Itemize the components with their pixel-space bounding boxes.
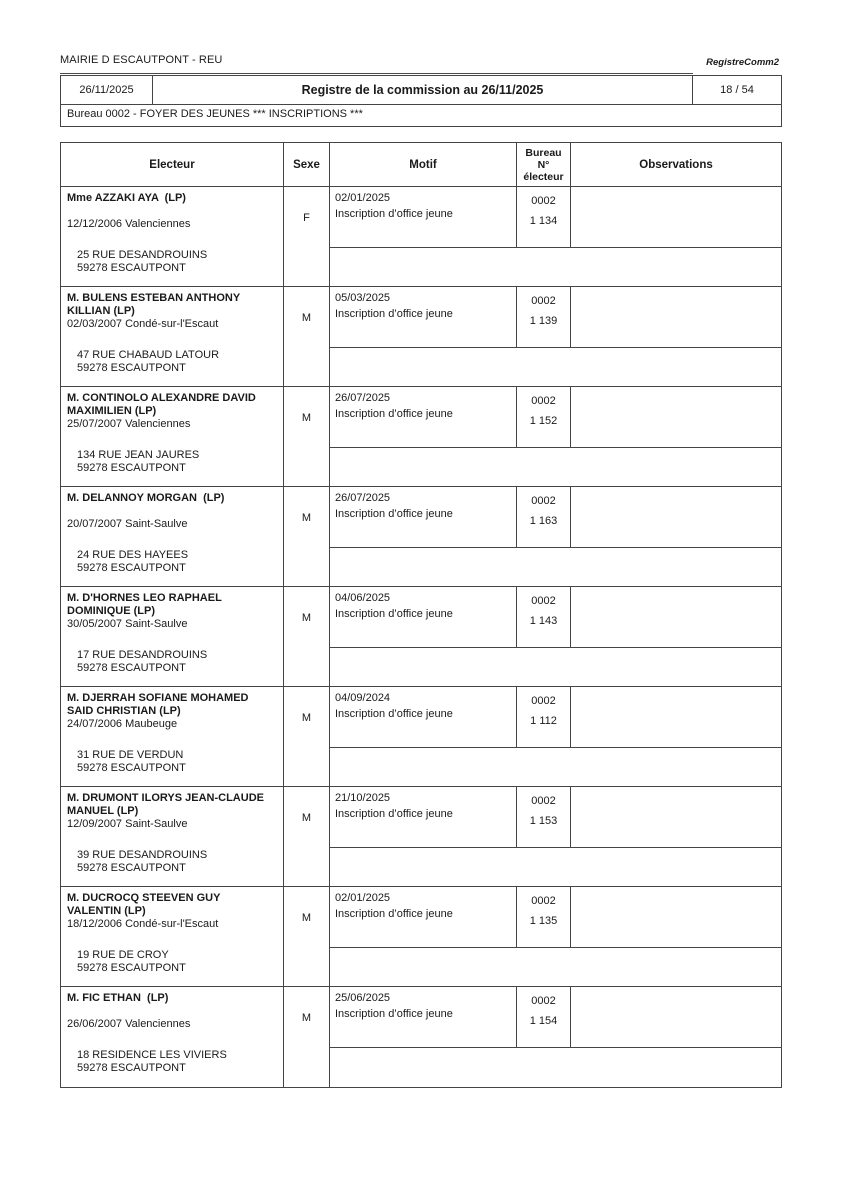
elector-address-line1: 31 RUE DE VERDUN bbox=[77, 749, 184, 761]
detail-subrow bbox=[330, 287, 781, 348]
elector-number: 1 152 bbox=[529, 415, 558, 427]
table-row bbox=[61, 187, 781, 287]
elector-cell bbox=[61, 387, 284, 486]
table-row bbox=[61, 687, 781, 787]
column-header-bureau-numero-electeur bbox=[517, 143, 571, 186]
elector-birthdate-place: 02/03/2007 Condé-sur-l'Escaut bbox=[67, 318, 219, 330]
motif-date: 05/03/2025 bbox=[335, 292, 391, 304]
elector-name: M. DJERRAH SOFIANE MOHAMED SAID CHRISTIAN (LP) bbox=[67, 692, 252, 717]
detail-empty-area bbox=[330, 448, 781, 486]
motif-cell bbox=[330, 787, 517, 847]
detail-subrow bbox=[330, 487, 781, 548]
sexe-cell bbox=[284, 387, 330, 486]
elector-cell bbox=[61, 587, 284, 686]
detail-cells bbox=[330, 287, 781, 386]
observations-cell bbox=[571, 687, 781, 747]
elector-cell bbox=[61, 687, 284, 786]
elector-address-line2: 59278 ESCAUTPONT bbox=[77, 362, 186, 374]
motif-date: 21/10/2025 bbox=[335, 792, 391, 804]
elector-birthdate-place: 18/12/2006 Condé-sur-l'Escaut bbox=[67, 918, 219, 930]
motif-label: Inscription d’office jeune bbox=[335, 908, 453, 920]
bureau-number: 0002 bbox=[531, 295, 556, 307]
column-header-motif: Motif bbox=[330, 143, 517, 186]
motif-cell bbox=[330, 487, 517, 547]
bureau-number: 0002 bbox=[531, 495, 556, 507]
table-header-row bbox=[61, 143, 781, 187]
sexe-value: F bbox=[303, 211, 310, 224]
observations-cell bbox=[571, 787, 781, 847]
detail-empty-area bbox=[330, 848, 781, 886]
column-header-electeur: Electeur bbox=[61, 143, 284, 186]
detail-cells bbox=[330, 187, 781, 286]
document-title: Registre de la commission au 26/11/2025 bbox=[153, 76, 693, 104]
sexe-cell bbox=[284, 687, 330, 786]
observations-cell bbox=[571, 287, 781, 347]
elector-address-line2: 59278 ESCAUTPONT bbox=[77, 762, 186, 774]
detail-empty-area bbox=[330, 548, 781, 586]
sexe-value: M bbox=[301, 1011, 312, 1024]
detail-empty-area bbox=[330, 648, 781, 686]
bureau-numero-cell bbox=[517, 187, 571, 247]
motif-label: Inscription d’office jeune bbox=[335, 808, 453, 820]
bureau-number: 0002 bbox=[531, 595, 556, 607]
motif-cell bbox=[330, 587, 517, 647]
elector-address-line2: 59278 ESCAUTPONT bbox=[77, 262, 186, 274]
elector-address bbox=[67, 949, 277, 975]
detail-empty-area bbox=[330, 348, 781, 386]
table-body bbox=[61, 187, 781, 1087]
elector-cell bbox=[61, 787, 284, 886]
detail-cells bbox=[330, 487, 781, 586]
elector-name: M. FIC ETHAN (LP) bbox=[67, 992, 169, 1004]
elector-address-line2: 59278 ESCAUTPONT bbox=[77, 1062, 186, 1074]
elector-number: 1 134 bbox=[529, 215, 558, 227]
bureau-number: 0002 bbox=[531, 195, 556, 207]
detail-subrow bbox=[330, 887, 781, 948]
motif-label: Inscription d’office jeune bbox=[335, 508, 453, 520]
detail-cells bbox=[330, 887, 781, 986]
bureau-number: 0002 bbox=[531, 995, 556, 1007]
sexe-value: M bbox=[301, 711, 312, 724]
elector-address-line2: 59278 ESCAUTPONT bbox=[77, 862, 186, 874]
column-header-observations: Observations bbox=[639, 158, 713, 171]
detail-subrow bbox=[330, 587, 781, 648]
sexe-cell bbox=[284, 887, 330, 986]
detail-empty-area bbox=[330, 1048, 781, 1087]
elector-name: M. DELANNOY MORGAN (LP) bbox=[67, 492, 225, 504]
sexe-cell bbox=[284, 987, 330, 1087]
elector-number: 1 139 bbox=[529, 315, 558, 327]
sexe-value: M bbox=[301, 611, 312, 624]
elector-name: M. BULENS ESTEBAN ANTHONY KILLIAN (LP) bbox=[67, 292, 244, 317]
elector-number: 1 112 bbox=[530, 715, 557, 727]
detail-empty-area bbox=[330, 248, 781, 286]
sexe-value: M bbox=[301, 911, 312, 924]
elector-address-line1: 17 RUE DESANDROUINS bbox=[77, 649, 208, 661]
page-number: 18 / 54 bbox=[720, 84, 754, 96]
motif-label: Inscription d’office jeune bbox=[335, 408, 453, 420]
detail-subrow bbox=[330, 387, 781, 448]
elector-name: M. DRUMONT ILORYS JEAN-CLAUDE MANUEL (LP) bbox=[67, 792, 268, 817]
observations-cell bbox=[571, 387, 781, 447]
elector-birthdate-place: 12/09/2007 Saint-Saulve bbox=[67, 818, 188, 830]
motif-date: 04/09/2024 bbox=[335, 692, 391, 704]
observations-cell bbox=[571, 987, 781, 1047]
elector-address bbox=[67, 1049, 277, 1075]
elector-address-line1: 134 RUE JEAN JAURES bbox=[77, 449, 200, 461]
elector-address bbox=[67, 449, 277, 475]
elector-birthdate-place: 12/12/2006 Valenciennes bbox=[67, 218, 191, 230]
elector-address bbox=[67, 649, 277, 675]
detail-subrow bbox=[330, 187, 781, 248]
motif-date: 26/07/2025 bbox=[335, 392, 391, 404]
document-header-bar bbox=[60, 75, 782, 105]
elector-address-line2: 59278 ESCAUTPONT bbox=[77, 562, 186, 574]
report-reference: RegistreComm2 bbox=[706, 57, 779, 68]
elector-cell bbox=[61, 987, 284, 1087]
bureau-numero-cell bbox=[517, 387, 571, 447]
detail-empty-area bbox=[330, 948, 781, 986]
elector-address-line2: 59278 ESCAUTPONT bbox=[77, 662, 186, 674]
observations-cell bbox=[571, 487, 781, 547]
table-row bbox=[61, 387, 781, 487]
elector-birthdate-place: 24/07/2006 Maubeuge bbox=[67, 718, 178, 730]
sexe-value: M bbox=[301, 311, 312, 324]
table-row bbox=[61, 787, 781, 887]
table-row bbox=[61, 887, 781, 987]
elector-cell bbox=[61, 887, 284, 986]
motif-label: Inscription d’office jeune bbox=[335, 208, 453, 220]
elector-cell bbox=[61, 187, 284, 286]
observations-cell bbox=[571, 887, 781, 947]
elector-address-line1: 39 RUE DESANDROUINS bbox=[77, 849, 208, 861]
elector-address bbox=[67, 349, 277, 375]
observations-cell bbox=[571, 587, 781, 647]
table-row bbox=[61, 287, 781, 387]
sexe-cell bbox=[284, 587, 330, 686]
elector-birthdate-place: 25/07/2007 Valenciennes bbox=[67, 418, 191, 430]
detail-empty-area bbox=[330, 748, 781, 786]
elector-address bbox=[67, 549, 277, 575]
bureau-numero-cell bbox=[517, 587, 571, 647]
elector-address-line1: 24 RUE DES HAYEES bbox=[77, 549, 189, 561]
detail-cells bbox=[330, 787, 781, 886]
sexe-value: M bbox=[301, 411, 312, 424]
motif-cell bbox=[330, 287, 517, 347]
registry-table bbox=[60, 142, 782, 1088]
elector-number: 1 153 bbox=[529, 815, 558, 827]
column-header-bureau-line1: Bureau bbox=[525, 146, 562, 159]
elector-address bbox=[67, 749, 277, 775]
motif-date: 04/06/2025 bbox=[335, 592, 391, 604]
bureau-number: 0002 bbox=[531, 695, 556, 707]
bureau-numero-cell bbox=[517, 287, 571, 347]
sexe-cell bbox=[284, 287, 330, 386]
elector-address-line2: 59278 ESCAUTPONT bbox=[77, 962, 186, 974]
column-header-bureau-line2: N° bbox=[537, 158, 550, 171]
sexe-cell bbox=[284, 187, 330, 286]
motif-label: Inscription d’office jeune bbox=[335, 708, 453, 720]
table-row bbox=[61, 587, 781, 687]
detail-cells bbox=[330, 987, 781, 1087]
elector-number: 1 135 bbox=[529, 915, 558, 927]
elector-address bbox=[67, 249, 277, 275]
bureau-heading: Bureau 0002 - FOYER DES JEUNES *** INSCRIPTIONS *** bbox=[60, 104, 782, 127]
elector-birthdate-place: 26/06/2007 Valenciennes bbox=[67, 1018, 191, 1030]
motif-date: 25/06/2025 bbox=[335, 992, 391, 1004]
bureau-numero-cell bbox=[517, 787, 571, 847]
elector-address bbox=[67, 849, 277, 875]
elector-address-line1: 47 RUE CHABAUD LATOUR bbox=[77, 349, 220, 361]
column-header-sexe: Sexe bbox=[284, 143, 330, 186]
elector-name: M. DUCROCQ STEEVEN GUY VALENTIN (LP) bbox=[67, 892, 224, 917]
bureau-numero-cell bbox=[517, 887, 571, 947]
motif-date: 26/07/2025 bbox=[335, 492, 391, 504]
elector-number: 1 154 bbox=[529, 1015, 558, 1027]
elector-cell bbox=[61, 487, 284, 586]
elector-name: M. CONTINOLO ALEXANDRE DAVID MAXIMILIEN (LP) bbox=[67, 392, 259, 417]
motif-date: 02/01/2025 bbox=[335, 192, 391, 204]
sexe-cell bbox=[284, 487, 330, 586]
elector-address-line1: 25 RUE DESANDROUINS bbox=[77, 249, 208, 261]
observations-cell bbox=[571, 187, 781, 247]
bureau-numero-cell bbox=[517, 687, 571, 747]
motif-cell bbox=[330, 387, 517, 447]
table-row bbox=[61, 987, 781, 1087]
session-date: 26/11/2025 bbox=[61, 76, 153, 104]
motif-cell bbox=[330, 687, 517, 747]
detail-cells bbox=[330, 387, 781, 486]
sexe-cell bbox=[284, 787, 330, 886]
motif-cell bbox=[330, 987, 517, 1047]
detail-cells bbox=[330, 587, 781, 686]
sexe-value: M bbox=[301, 511, 312, 524]
elector-cell bbox=[61, 287, 284, 386]
bureau-number: 0002 bbox=[531, 395, 556, 407]
motif-label: Inscription d’office jeune bbox=[335, 308, 453, 320]
detail-subrow bbox=[330, 687, 781, 748]
table-row bbox=[61, 487, 781, 587]
elector-name: Mme AZZAKI AYA (LP) bbox=[67, 192, 186, 204]
elector-address-line2: 59278 ESCAUTPONT bbox=[77, 462, 186, 474]
column-header-bureau-line3: électeur bbox=[523, 170, 564, 183]
bureau-numero-cell bbox=[517, 487, 571, 547]
detail-cells bbox=[330, 687, 781, 786]
bureau-numero-cell bbox=[517, 987, 571, 1047]
elector-number: 1 143 bbox=[529, 615, 558, 627]
elector-number: 1 163 bbox=[529, 515, 558, 527]
bureau-number: 0002 bbox=[531, 795, 556, 807]
elector-address-line1: 18 RESIDENCE LES VIVIERS bbox=[77, 1049, 227, 1061]
motif-cell bbox=[330, 187, 517, 247]
motif-label: Inscription d’office jeune bbox=[335, 1008, 453, 1020]
motif-label: Inscription d’office jeune bbox=[335, 608, 453, 620]
motif-date: 02/01/2025 bbox=[335, 892, 391, 904]
detail-subrow bbox=[330, 787, 781, 848]
sexe-value: M bbox=[301, 811, 312, 824]
bureau-number: 0002 bbox=[531, 895, 556, 907]
elector-name: M. D'HORNES LEO RAPHAEL DOMINIQUE (LP) bbox=[67, 592, 225, 617]
elector-birthdate-place: 20/07/2007 Saint-Saulve bbox=[67, 518, 188, 530]
elector-birthdate-place: 30/05/2007 Saint-Saulve bbox=[67, 618, 188, 630]
elector-address-line1: 19 RUE DE CROY bbox=[77, 949, 169, 961]
detail-subrow bbox=[330, 987, 781, 1048]
motif-cell bbox=[330, 887, 517, 947]
organization-title: MAIRIE D ESCAUTPONT - REU bbox=[60, 54, 693, 74]
